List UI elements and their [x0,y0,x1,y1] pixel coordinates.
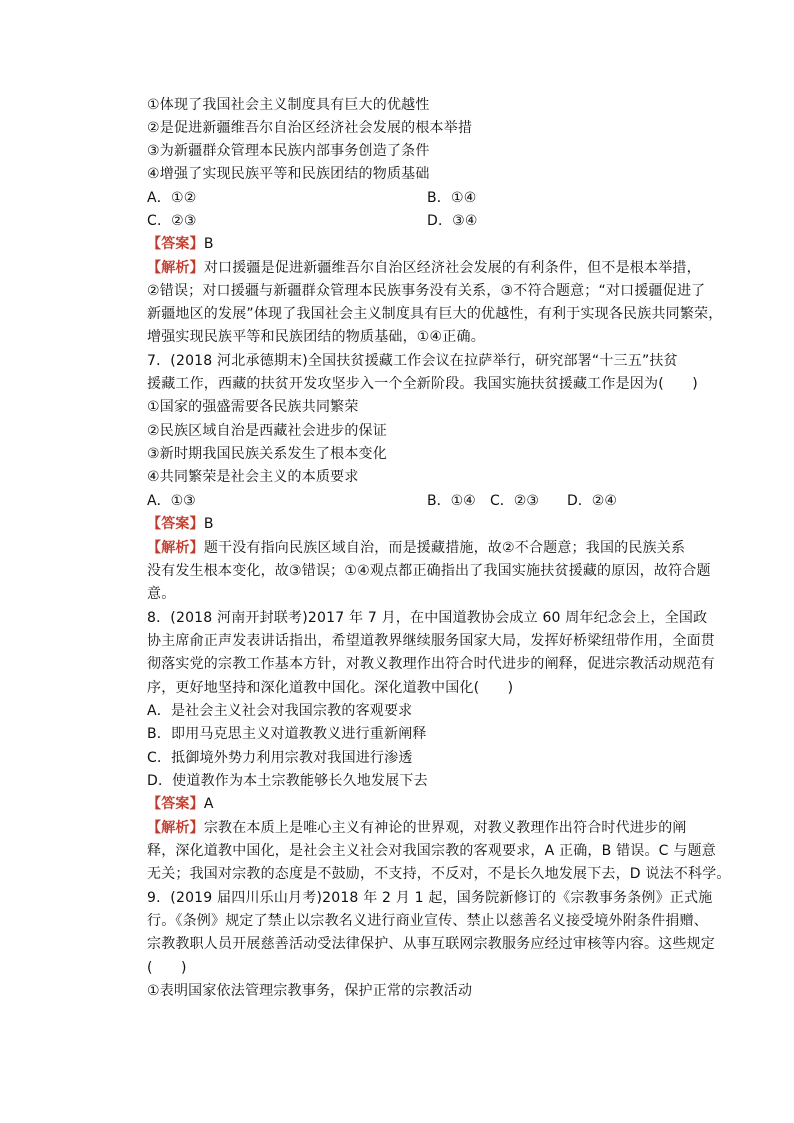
analysis-tag: 【解析】 [147,540,204,556]
q8-answer [147,793,677,815]
q7-item-2: ②民族区域自治是西藏社会进步的保证 [147,423,387,439]
q8-option-d: D．使道教作为本土宗教能够长久地发展下去 [147,773,428,789]
q7-answer [147,513,677,535]
q9-stem-line-3: 宗教教职人员开展慈善活动受法律保护、从事互联网宗教服务应经过审核等内容。这些规定 [147,936,715,952]
q6-item-3: ③为新疆群众管理本民族内部事务创造了条件 [147,143,430,159]
q7-stem-line-1: 7．(2018 河北承德期末)全国扶贫援藏工作会议在拉萨举行，研究部署“十三五”扶贫 [147,353,678,369]
q8-stem-line-2: 协主席俞正声发表讲话指出，希望道教界继续服务国家大局，发挥好桥梁纽带作用，全面贯 [147,633,715,649]
q7-item-4: ④共同繁荣是社会主义的本质要求 [147,469,359,485]
q7-options [147,490,677,512]
answer-tag: 【答案】 [147,796,204,812]
q7-analysis-line-3: 意。 [147,586,176,602]
answer-value: B [203,516,214,532]
q7-option-b: B．①④ [427,493,476,509]
answer-value: A [203,796,214,812]
q8-analysis-line-3: 无关；我国对宗教的态度是不鼓励，不支持，不反对，不是长久地发展下去，D 说法不科学。 [147,866,731,882]
q6-analysis-line-3: 新疆地区的发展”体现了我国社会主义制度具有巨大的优越性，有利于实现各民族共同繁荣， [147,306,723,322]
q8-analysis-line-2: 释，深化道教中国化，是社会主义社会对我国宗教的客观要求，A 正确，B 错误。C 与题意 [147,843,716,859]
q6-analysis-line-1 [147,257,701,279]
q7-option-d: D．②④ [567,493,617,509]
q9-stem-line-4: ( ) [147,960,187,976]
q6-option-c: C．②③ [147,213,197,229]
q6-option-a: A．①② [147,190,197,206]
q8-analysis-line-1 [147,817,687,839]
q8-option-b: B．即用马克思主义对道教教义进行重新阐释 [147,726,427,742]
q9-stem-line-1: 9．(2019 届四川乐山月考)2018 年 2 月 1 起，国务院新修订的《宗教事务条例》正式施 [147,890,713,906]
q6-item-4: ④增强了实现民族平等和民族团结的物质基础 [147,166,430,182]
q8-option-a: A．是社会主义社会对我国宗教的客观要求 [147,703,413,719]
q6-option-b: B．①④ [427,190,477,206]
q8-stem-line-1: 8．(2018 河南开封联考)2017 年 7 月，在中国道教协会成立 60 周年纪念会上，全国政 [147,610,708,626]
q7-analysis-line-2: 没有发生根本变化，故③错误；①④观点都正确指出了我国实施扶贫援藏的原因，故符合题 [147,563,711,579]
q7-stem-line-2: 援藏工作，西藏的扶贫开发攻坚步入一个全新阶段。我国实施扶贫援藏工作是因为( ) [147,376,698,392]
q6-item-2: ②是促进新疆维吾尔自治区经济社会发展的根本举措 [147,120,473,136]
analysis-tag: 【解析】 [147,260,204,276]
q8-stem-line-4: 序，更好地坚持和深化道教中国化。深化道教中国化( ) [147,680,514,696]
answer-value: B [203,236,214,252]
q7-option-c: C．②③ [490,493,539,509]
q9-item-1: ①表明国家依法管理宗教事务，保护正常的宗教活动 [147,983,473,999]
q7-analysis-line-1 [147,537,686,559]
q6-analysis-line-4: 增强实现民族平等和民族团结的物质基础，①④正确。 [147,329,485,345]
q6-analysis-line-2: ②错误；对口援疆与新疆群众管理本民族事务没有关系，③不符合题意；“对口援疆促进了 [147,283,706,299]
answer-tag: 【答案】 [147,236,204,252]
analysis-text: 对口援疆是促进新疆维吾尔自治区经济社会发展的有利条件，但不是根本举措， [203,260,701,276]
q8-stem-line-3: 彻落实党的宗教工作基本方针，对教义教理作出符合时代进步的阐释，促进宗教活动规范有 [147,656,715,672]
q9-stem-line-2: 行。《条例》规定了禁止以宗教名义进行商业宣传、禁止以慈善名义接受境外附条件捐赠、 [147,913,708,929]
analysis-tag: 【解析】 [147,820,204,836]
q7-item-1: ①国家的强盛需要各民族共同繁荣 [147,399,359,415]
analysis-text: 宗教在本质上是唯心主义有神论的世界观，对教义教理作出符合时代进步的阐 [203,820,687,836]
analysis-text: 题干没有指向民族区域自治，而是援藏措施，故②不合题意；我国的民族关系 [203,540,686,556]
q6-item-1: ①体现了我国社会主义制度具有巨大的优越性 [147,97,430,113]
q7-item-3: ③新时期我国民族关系发生了根本变化 [147,446,387,462]
q7-option-a: A．①③ [147,493,196,509]
q8-option-c: C．抵御境外势力利用宗教对我国进行渗透 [147,750,413,766]
q6-option-d: D．③④ [427,213,478,229]
q6-answer [147,233,677,255]
answer-tag: 【答案】 [147,516,204,532]
